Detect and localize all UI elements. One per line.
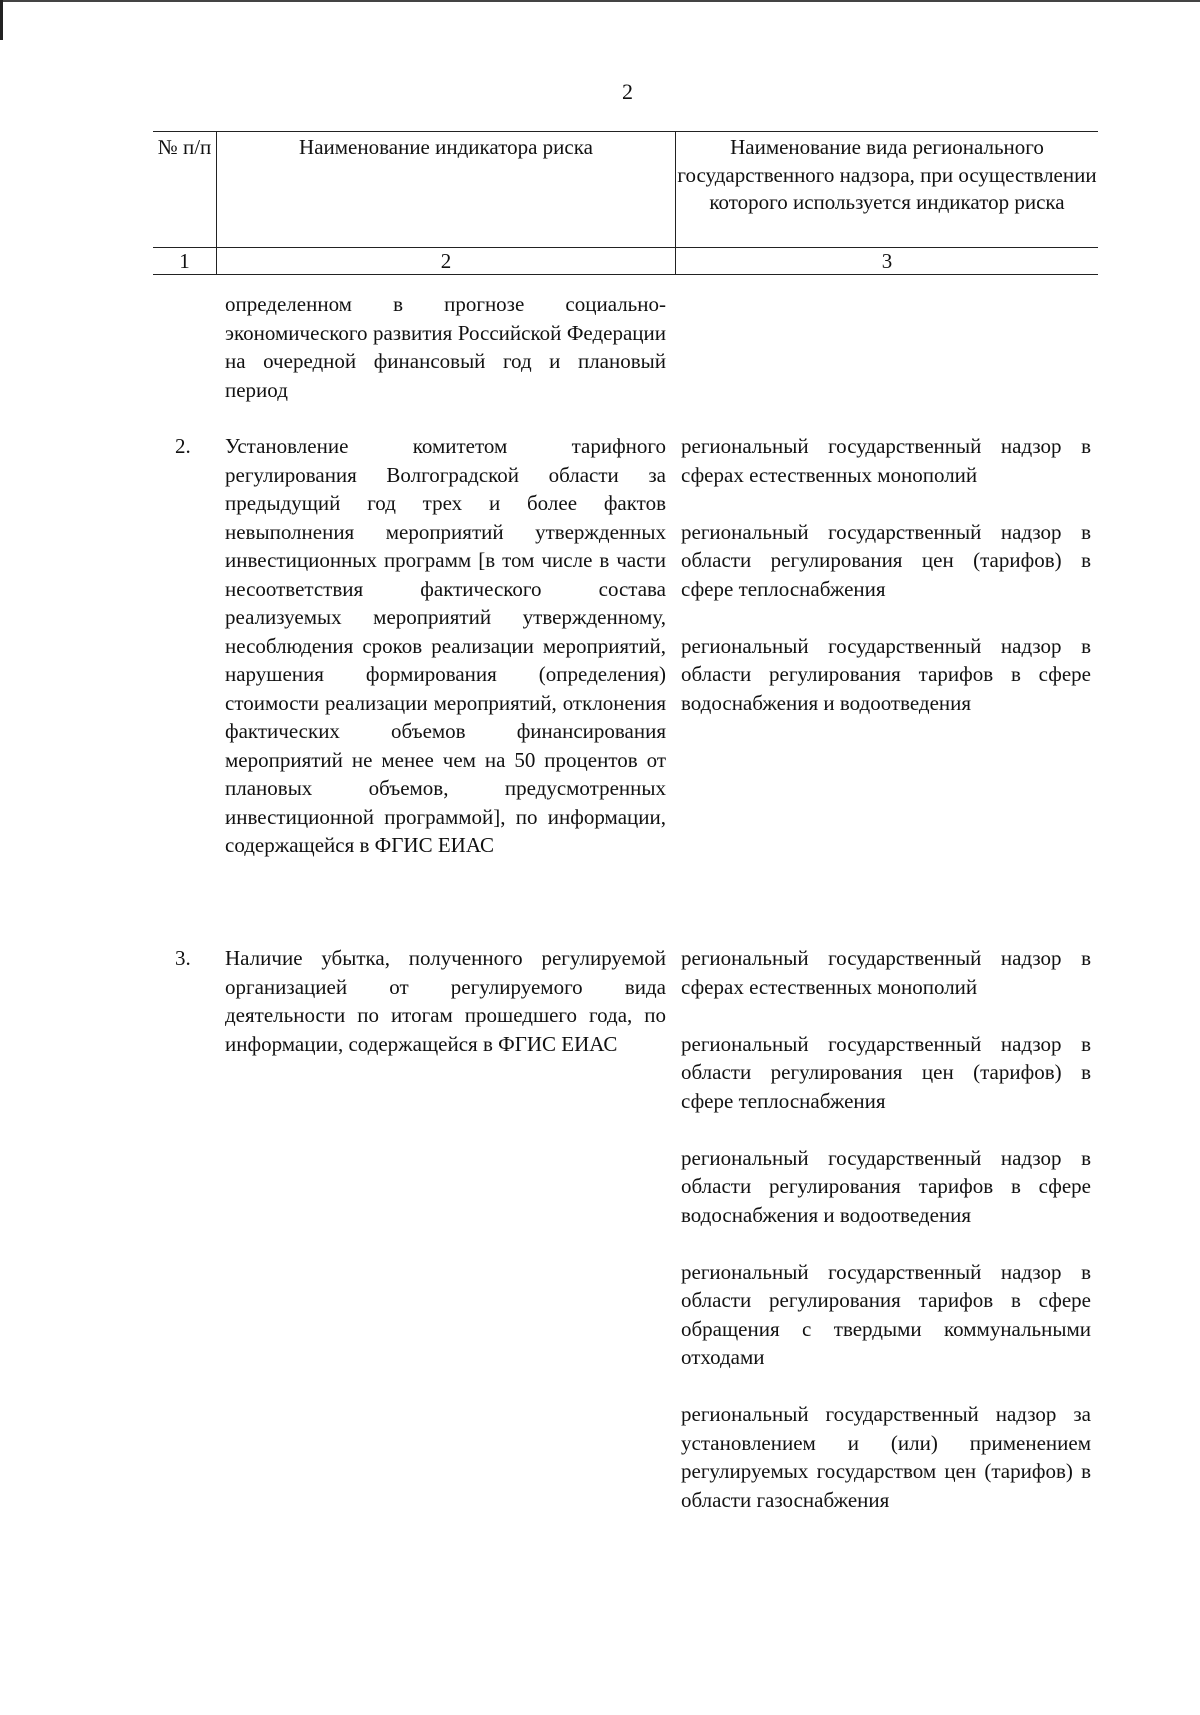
table-header xyxy=(153,131,1098,275)
row-number: 3. xyxy=(175,946,191,970)
continuation-text: определенном в прогнозе социально-экономического развития Российской Федерации на очередной финансовый год и плановый период xyxy=(225,292,666,402)
row-supervision-list xyxy=(681,944,1091,1543)
column-number-2: 2 xyxy=(217,248,676,275)
page-number: 2 xyxy=(622,79,633,104)
supervision-item: региональный государственный надзор в области регулирования цен (тарифов) в сфере теплоснабжения xyxy=(681,519,1091,601)
supervision-item: региональный государственный надзор в области регулирования тарифов в сфере водоснабжения и водоотведения xyxy=(681,1145,1091,1227)
column-number-3: 3 xyxy=(676,248,1099,275)
row-number: 2. xyxy=(175,434,191,458)
supervision-item: региональный государственный надзор за установлением и (или) применением регулируемых государством цен (тарифов) в области газоснабжения xyxy=(681,1402,1091,1512)
column-number-1: 1 xyxy=(153,248,217,275)
scan-border-left xyxy=(0,0,3,40)
supervision-item: региональный государственный надзор в сферах естественных монополий xyxy=(681,434,1091,487)
supervision-item: региональный государственный надзор в сферах естественных монополий xyxy=(681,946,1091,999)
column-header-indicator: Наименование индикатора риска xyxy=(217,132,676,248)
row-indicator: Установление комитетом тарифного регулирования Волгоградской области за предыдущий год трех и более фактов невыполнения мероприятий утвержденных инвестиционных программ [в том числе в части несоответствия фактического состава реализуемых мероприятий утвержденному, несоблюдения сроков реализации мероприятий, нарушения формирования (определения) стоимости реализации мероприятий, отклонения фактических объемов финансирования мероприятий не менее чем на 50 процентов от плановых объемов, предусмотренных инвестиционной программой], по информации, содержащейся в ФГИС ЕИАС xyxy=(225,434,666,857)
column-header-supervision: Наименование вида регионального государственного надзора, при осуществлении которого используется индикатор риска xyxy=(676,132,1099,248)
row-supervision-list xyxy=(681,432,1091,746)
scan-border-top xyxy=(0,0,1200,2)
column-header-number: № п/п xyxy=(153,132,217,248)
supervision-item: региональный государственный надзор в области регулирования тарифов в сфере обращения с твердыми коммунальными отходами xyxy=(681,1259,1091,1369)
supervision-item: региональный государственный надзор в области регулирования цен (тарифов) в сфере теплоснабжения xyxy=(681,1031,1091,1113)
row-indicator: Наличие убытка, полученного регулируемой организацией от регулируемого вида деятельности по итогам прошедшего года, по информации, содержащейся в ФГИС ЕИАС xyxy=(225,946,666,1056)
supervision-item: региональный государственный надзор в области регулирования тарифов в сфере водоснабжения и водоотведения xyxy=(681,633,1091,715)
